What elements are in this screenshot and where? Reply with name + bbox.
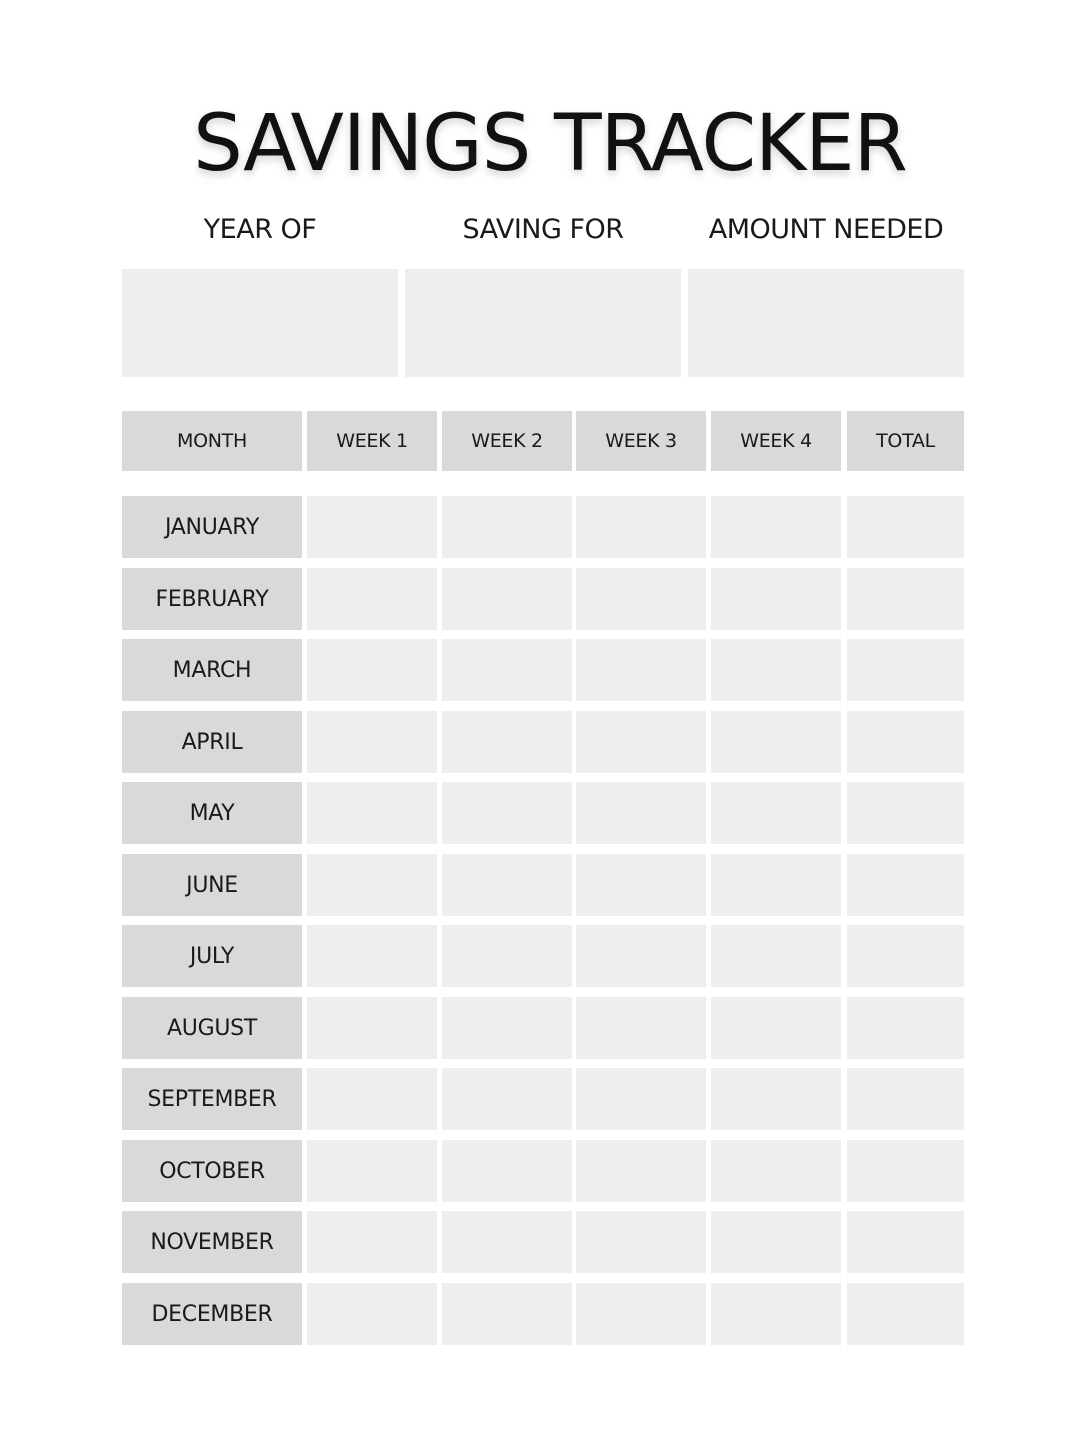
month-label: APRIL (122, 711, 302, 773)
week-3-header: WEEK 3 (576, 411, 706, 471)
month-label: SEPTEMBER (122, 1068, 302, 1130)
saving-for-field[interactable] (405, 269, 681, 377)
month-label: JUNE (122, 854, 302, 916)
entry-cell-week-2[interactable] (442, 925, 572, 987)
entry-cell-week-4[interactable] (711, 1283, 841, 1345)
entry-cell-total[interactable] (847, 925, 964, 987)
entry-cell-week-1[interactable] (307, 854, 437, 916)
entry-cell-week-4[interactable] (711, 639, 841, 701)
page-title: SAVINGS TRACKER (193, 99, 907, 189)
amount-needed-field[interactable] (688, 269, 964, 377)
entry-cell-week-2[interactable] (442, 782, 572, 844)
entry-cell-week-3[interactable] (576, 925, 706, 987)
month-label: MARCH (122, 639, 302, 701)
entry-cell-week-1[interactable] (307, 496, 437, 558)
week-4-header: WEEK 4 (711, 411, 841, 471)
month-label: AUGUST (122, 997, 302, 1059)
entry-cell-total[interactable] (847, 568, 964, 630)
entry-cell-week-1[interactable] (307, 997, 437, 1059)
entry-cell-week-3[interactable] (576, 1283, 706, 1345)
entry-cell-week-4[interactable] (711, 782, 841, 844)
month-label: DECEMBER (122, 1283, 302, 1345)
entry-cell-total[interactable] (847, 1140, 964, 1202)
entry-cell-week-2[interactable] (442, 1068, 572, 1130)
entry-cell-week-1[interactable] (307, 639, 437, 701)
entry-cell-week-2[interactable] (442, 639, 572, 701)
info-label-saving-for: SAVING FOR (462, 214, 624, 245)
entry-cell-week-4[interactable] (711, 925, 841, 987)
entry-cell-week-1[interactable] (307, 1068, 437, 1130)
month-label: OCTOBER (122, 1140, 302, 1202)
entry-cell-week-3[interactable] (576, 568, 706, 630)
info-label-amount-needed: AMOUNT NEEDED (708, 214, 944, 245)
entry-cell-week-3[interactable] (576, 1068, 706, 1130)
entry-cell-week-1[interactable] (307, 711, 437, 773)
total-header: TOTAL (847, 411, 964, 471)
entry-cell-week-4[interactable] (711, 568, 841, 630)
entry-cell-week-2[interactable] (442, 496, 572, 558)
month-label: FEBRUARY (122, 568, 302, 630)
entry-cell-total[interactable] (847, 1068, 964, 1130)
entry-cell-week-4[interactable] (711, 1211, 841, 1273)
entry-cell-total[interactable] (847, 997, 964, 1059)
entry-cell-total[interactable] (847, 782, 964, 844)
entry-cell-total[interactable] (847, 854, 964, 916)
entry-cell-week-4[interactable] (711, 997, 841, 1059)
entry-cell-week-1[interactable] (307, 568, 437, 630)
entry-cell-week-1[interactable] (307, 782, 437, 844)
entry-cell-total[interactable] (847, 711, 964, 773)
entry-cell-week-4[interactable] (711, 496, 841, 558)
month-label: NOVEMBER (122, 1211, 302, 1273)
entry-cell-total[interactable] (847, 496, 964, 558)
entry-cell-week-2[interactable] (442, 1283, 572, 1345)
entry-cell-week-2[interactable] (442, 568, 572, 630)
entry-cell-week-2[interactable] (442, 997, 572, 1059)
entry-cell-week-4[interactable] (711, 711, 841, 773)
entry-cell-week-1[interactable] (307, 1283, 437, 1345)
entry-cell-week-3[interactable] (576, 639, 706, 701)
entry-cell-week-4[interactable] (711, 854, 841, 916)
week-1-header: WEEK 1 (307, 411, 437, 471)
entry-cell-week-1[interactable] (307, 1211, 437, 1273)
entry-cell-week-1[interactable] (307, 925, 437, 987)
entry-cell-week-4[interactable] (711, 1140, 841, 1202)
month-label: MAY (122, 782, 302, 844)
entry-cell-week-3[interactable] (576, 997, 706, 1059)
week-2-header: WEEK 2 (442, 411, 572, 471)
entry-cell-week-3[interactable] (576, 782, 706, 844)
entry-cell-week-1[interactable] (307, 1140, 437, 1202)
entry-cell-week-3[interactable] (576, 1211, 706, 1273)
month-label: JANUARY (122, 496, 302, 558)
entry-cell-total[interactable] (847, 1283, 964, 1345)
info-label-year-of: YEAR OF (203, 214, 317, 245)
entry-cell-total[interactable] (847, 639, 964, 701)
entry-cell-total[interactable] (847, 1211, 964, 1273)
entry-cell-week-3[interactable] (576, 711, 706, 773)
entry-cell-week-4[interactable] (711, 1068, 841, 1130)
entry-cell-week-2[interactable] (442, 1211, 572, 1273)
entry-cell-week-2[interactable] (442, 854, 572, 916)
entry-cell-week-3[interactable] (576, 1140, 706, 1202)
entry-cell-week-3[interactable] (576, 854, 706, 916)
entry-cell-week-2[interactable] (442, 1140, 572, 1202)
month-label: JULY (122, 925, 302, 987)
year-of-field[interactable] (122, 269, 398, 377)
month-header: MONTH (122, 411, 302, 471)
entry-cell-week-2[interactable] (442, 711, 572, 773)
entry-cell-week-3[interactable] (576, 496, 706, 558)
